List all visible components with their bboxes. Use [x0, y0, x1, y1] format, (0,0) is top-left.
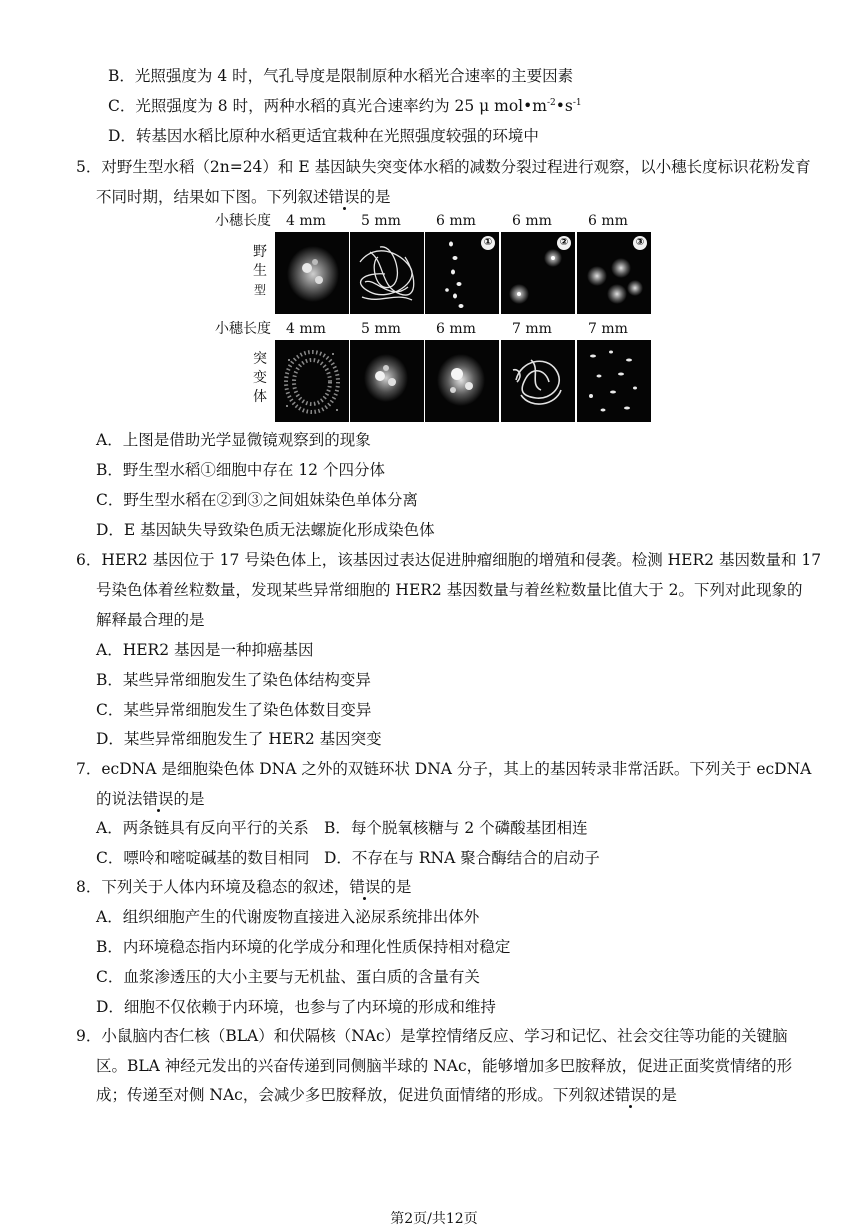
q4-option-c-mid: •s: [555, 97, 573, 115]
q5-option-b: B．野生型水稻①细胞中存在 12 个四分体: [96, 461, 385, 479]
badge-1: ①: [481, 236, 495, 250]
length-label: 7 mm: [512, 321, 552, 337]
side-label-wildtype-1: 野: [253, 244, 267, 260]
q8-option-d: D．细胞不仅依赖于内环境，也参与了内环境的形成和维持: [96, 998, 496, 1016]
q6-stem-line1: 6．HER2 基因位于 17 号染色体上，该基因过表达促进肿瘤细胞的增殖和侵袭。检测 HER2 基因数量和 17: [76, 551, 822, 569]
q7-option-d: D．不存在与 RNA 聚合酶结合的启动子: [324, 849, 600, 867]
q9-stem-tail: 的是: [645, 1086, 677, 1104]
micrograph-mutant-7mm-1: [501, 340, 575, 422]
q9-stem-line2: 区。BLA 神经元发出的兴奋传递到同侧脑半球的 NAc，能够增加多巴胺释放，促进正面奖赏情绪的形: [96, 1057, 793, 1075]
q9-stem-text: 成；传递至对侧 NAc，会减少多巴胺释放，促进负面情绪的形成。下列叙述: [96, 1086, 615, 1104]
q7-stem-text: 的说法: [96, 790, 143, 808]
length-label: 6 mm: [512, 213, 552, 229]
micrograph-wildtype-6mm-3: [577, 232, 651, 314]
q9-emphasis: 错误: [614, 1086, 646, 1104]
side-label-mutant-3: 体: [253, 389, 267, 405]
q8-stem: [76, 877, 411, 897]
badge-3: ③: [633, 236, 647, 250]
row-label-bottom: 小穗长度: [215, 321, 271, 337]
length-label: 5 mm: [361, 213, 401, 229]
q8-emphasis: 错误: [349, 878, 381, 896]
q9-stem-line1: 9．小鼠脑内杏仁核（BLA）和伏隔核（NAc）是掌控情绪反应、学习和记忆、社会交往等功能的关键脑: [76, 1027, 788, 1045]
q8-stem-tail: 的是: [380, 878, 412, 896]
q5-stem-line2: [96, 187, 391, 207]
q6-option-b: B．某些异常细胞发生了染色体结构变异: [96, 671, 371, 689]
side-label-wildtype-2: 生: [253, 263, 267, 279]
q4-option-b: B．光照强度为 4 时，气孔导度是限制原种水稻光合速率的主要因素: [108, 67, 574, 85]
micrograph-mutant-7mm-2: [577, 340, 651, 422]
micrograph-mutant-5mm: [350, 340, 424, 422]
q8-stem-text: 8．下列关于人体内环境及稳态的叙述，: [76, 878, 350, 896]
length-label: 6 mm: [436, 213, 476, 229]
q5-stem-tail: 的是: [359, 188, 391, 206]
q8-option-c: C．血浆渗透压的大小主要与无机盐、蛋白质的含量有关: [96, 968, 480, 986]
length-label: 4 mm: [286, 213, 326, 229]
micrograph-wildtype-5mm: [350, 232, 424, 314]
q7-stem-tail: 的是: [173, 790, 205, 808]
q6-option-a: A．HER2 基因是一种抑癌基因: [96, 641, 314, 659]
q4-option-c-text: C．光照强度为 8 时，两种水稻的真光合速率约为 25 μ mol•m: [108, 97, 547, 115]
q6-stem-line2: 号染色体着丝粒数量，发现某些异常细胞的 HER2 基因数量与着丝粒数量比值大于 2。下列对此现象的: [96, 581, 803, 599]
q7-stem-line1: 7．ecDNA 是细胞染色体 DNA 之外的双链环状 DNA 分子，其上的基因转录非常活跃。下列关于 ecDNA: [76, 760, 812, 778]
length-label: 4 mm: [286, 321, 326, 337]
q8-option-a: A．组织细胞产生的代谢废物直接进入泌尿系统排出体外: [96, 908, 480, 926]
micrograph-mutant-6mm: [425, 340, 499, 422]
micrograph-wildtype-6mm-1: [425, 232, 499, 314]
page-footer: 第2页/共12页: [390, 1211, 478, 1227]
q7-stem-line2: [96, 789, 205, 809]
micrograph-wildtype-4mm: [275, 232, 349, 314]
q5-stem-text: 不同时期，结果如下图。下列叙述: [96, 188, 329, 206]
badge-2: ②: [557, 236, 571, 250]
q5-option-a: A．上图是借助光学显微镜观察到的现象: [96, 431, 371, 449]
micrograph-mutant-4mm: [275, 340, 349, 422]
q7-emphasis: 错误: [142, 790, 174, 808]
length-label: 6 mm: [436, 321, 476, 337]
q6-stem-line3: 解释最合理的是: [96, 611, 205, 629]
q4-option-d: D．转基因水稻比原种水稻更适宜栽种在光照强度较强的环境中: [108, 127, 539, 145]
micrograph-wildtype-6mm-2: [501, 232, 575, 314]
q8-option-b: B．内环境稳态指内环境的化学成分和理化性质保持相对稳定: [96, 938, 511, 956]
q7-option-c: C．嘌呤和嘧啶碱基的数目相同: [96, 849, 310, 867]
side-label-mutant-1: 突: [253, 351, 267, 367]
length-label: 6 mm: [588, 213, 628, 229]
q5-emphasis: 错误: [328, 188, 360, 206]
q5-stem-line1: 5．对野生型水稻（2n=24）和 E 基因缺失突变体水稻的减数分裂过程进行观察，以小穗长度标识花粉发育: [76, 158, 811, 176]
q6-option-c: C．某些异常细胞发生了染色体数目变异: [96, 701, 372, 719]
length-label: 5 mm: [361, 321, 401, 337]
side-label-wildtype-3: 型: [253, 283, 266, 297]
q5-option-c: C．野生型水稻在②到③之间姐妹染色单体分离: [96, 491, 418, 509]
q9-stem-line3: [96, 1085, 677, 1105]
q7-option-a: A．两条链具有反向平行的关系: [96, 819, 309, 837]
row-label-top: 小穗长度: [215, 213, 271, 229]
q7-option-b: B．每个脱氧核糖与 2 个磷酸基团相连: [324, 819, 588, 837]
q5-option-d: D．E 基因缺失导致染色质无法螺旋化形成染色体: [96, 521, 435, 539]
side-label-mutant-2: 变: [253, 370, 267, 386]
q4-option-c-exp2: -1: [572, 97, 582, 108]
length-label: 7 mm: [588, 321, 628, 337]
meiosis-figure: [205, 210, 655, 425]
q4-option-c-exp1: -2: [546, 97, 556, 108]
q4-option-c: [108, 96, 582, 116]
q6-option-d: D．某些异常细胞发生了 HER2 基因突变: [96, 730, 382, 748]
